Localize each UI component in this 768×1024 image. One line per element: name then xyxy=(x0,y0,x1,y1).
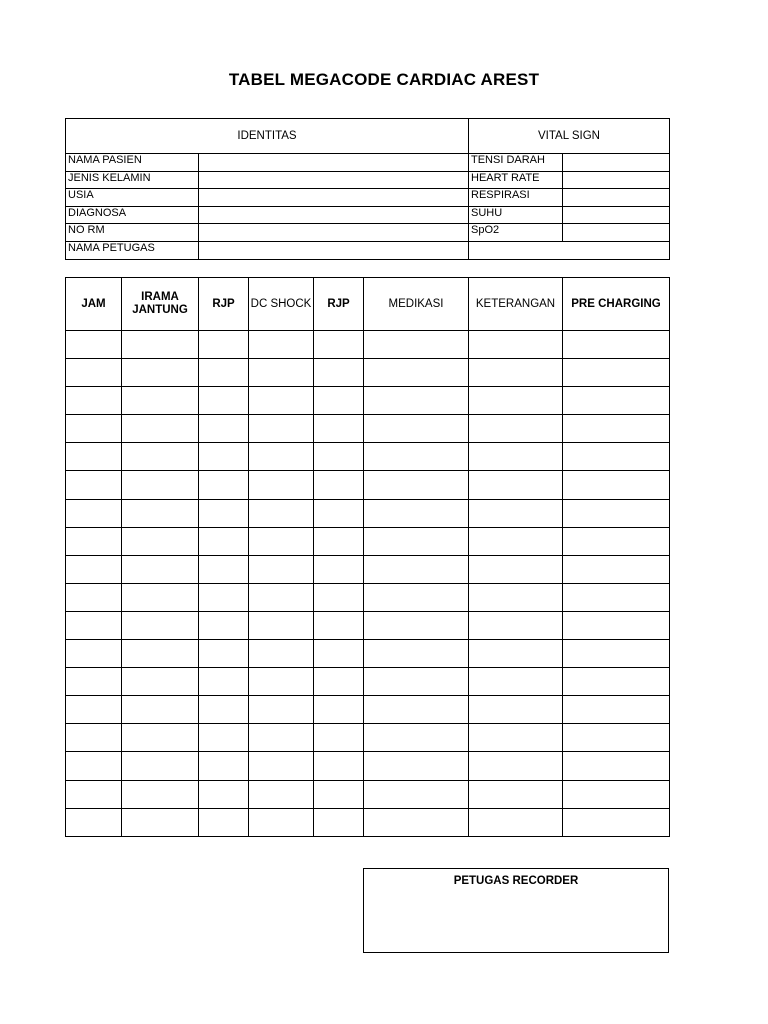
table-cell[interactable] xyxy=(314,331,364,359)
table-cell[interactable] xyxy=(122,640,199,668)
table-cell[interactable] xyxy=(122,555,199,583)
table-cell[interactable] xyxy=(122,359,199,387)
megacode-table xyxy=(65,277,670,837)
table-cell[interactable] xyxy=(199,471,249,499)
irama-jantung-label: IRAMA JANTUNG xyxy=(132,291,188,316)
table-cell[interactable] xyxy=(199,331,249,359)
table-cell[interactable] xyxy=(469,331,563,359)
table-cell[interactable] xyxy=(563,583,670,611)
table-row xyxy=(66,808,670,836)
table-cell[interactable] xyxy=(249,808,314,836)
table-row xyxy=(66,527,670,555)
megacode-body xyxy=(66,331,670,837)
table-cell[interactable] xyxy=(314,752,364,780)
table-cell[interactable] xyxy=(469,696,563,724)
table-cell[interactable] xyxy=(199,387,249,415)
table-cell[interactable] xyxy=(364,752,469,780)
table-cell[interactable] xyxy=(364,696,469,724)
table-row xyxy=(66,499,670,527)
table-cell[interactable] xyxy=(469,471,563,499)
table-cell[interactable] xyxy=(469,583,563,611)
table-cell[interactable] xyxy=(469,527,563,555)
table-cell[interactable] xyxy=(469,555,563,583)
table-cell[interactable] xyxy=(249,331,314,359)
table-cell[interactable] xyxy=(249,668,314,696)
table-cell[interactable] xyxy=(66,527,122,555)
table-cell[interactable] xyxy=(469,387,563,415)
recorder-box[interactable] xyxy=(363,868,669,953)
table-cell[interactable] xyxy=(469,780,563,808)
table-cell[interactable] xyxy=(249,583,314,611)
table-cell[interactable] xyxy=(314,443,364,471)
vital-value-cell[interactable] xyxy=(563,189,670,207)
table-cell[interactable] xyxy=(364,443,469,471)
table-cell[interactable] xyxy=(122,499,199,527)
table-cell[interactable] xyxy=(469,443,563,471)
table-cell[interactable] xyxy=(199,752,249,780)
page-title: TABEL MEGACODE CARDIAC AREST xyxy=(228,70,540,89)
table-cell[interactable] xyxy=(122,724,199,752)
table-row xyxy=(66,471,670,499)
table-cell[interactable] xyxy=(66,724,122,752)
table-cell[interactable] xyxy=(199,640,249,668)
table-cell[interactable] xyxy=(364,611,469,639)
table-cell[interactable] xyxy=(364,415,469,443)
table-cell[interactable] xyxy=(364,499,469,527)
table-cell[interactable] xyxy=(66,780,122,808)
vital-value-cell[interactable] xyxy=(563,224,670,242)
table-cell[interactable] xyxy=(563,808,670,836)
table-cell[interactable] xyxy=(249,415,314,443)
table-cell[interactable] xyxy=(122,415,199,443)
table-row xyxy=(66,640,670,668)
table-cell[interactable] xyxy=(66,611,122,639)
field-label: JENIS KELAMIN xyxy=(66,171,199,189)
vital-value-cell[interactable] xyxy=(563,206,670,224)
table-cell[interactable] xyxy=(563,331,670,359)
column-header-rjp-2: RJP xyxy=(314,278,364,331)
table-cell[interactable] xyxy=(122,387,199,415)
table-cell[interactable] xyxy=(563,443,670,471)
table-cell[interactable] xyxy=(249,724,314,752)
table-cell[interactable] xyxy=(364,527,469,555)
table-cell[interactable] xyxy=(249,780,314,808)
table-cell[interactable] xyxy=(66,668,122,696)
table-cell[interactable] xyxy=(314,471,364,499)
table-cell[interactable] xyxy=(563,415,670,443)
table-cell[interactable] xyxy=(314,359,364,387)
field-value-cell[interactable] xyxy=(199,171,469,189)
table-cell[interactable] xyxy=(563,387,670,415)
table-cell[interactable] xyxy=(122,527,199,555)
table-row xyxy=(66,668,670,696)
table-cell[interactable] xyxy=(563,611,670,639)
table-cell[interactable] xyxy=(66,359,122,387)
table-cell[interactable] xyxy=(364,808,469,836)
table-cell[interactable] xyxy=(66,387,122,415)
table-cell[interactable] xyxy=(364,780,469,808)
table-cell[interactable] xyxy=(199,359,249,387)
table-cell[interactable] xyxy=(563,696,670,724)
table-row xyxy=(66,387,670,415)
table-cell[interactable] xyxy=(249,555,314,583)
table-cell[interactable] xyxy=(314,499,364,527)
table-row xyxy=(66,724,670,752)
table-cell[interactable] xyxy=(199,724,249,752)
table-cell[interactable] xyxy=(66,331,122,359)
table-cell[interactable] xyxy=(249,696,314,724)
table-cell[interactable] xyxy=(314,640,364,668)
table-cell[interactable] xyxy=(66,415,122,443)
table-row xyxy=(66,752,670,780)
column-header-dc-shock: DC SHOCK xyxy=(249,278,314,331)
table-cell[interactable] xyxy=(249,359,314,387)
table-cell[interactable] xyxy=(364,724,469,752)
table-cell[interactable] xyxy=(122,696,199,724)
table-cell[interactable] xyxy=(199,696,249,724)
table-cell[interactable] xyxy=(122,331,199,359)
field-label: DIAGNOSA xyxy=(66,206,199,224)
table-cell[interactable] xyxy=(66,640,122,668)
table-cell[interactable] xyxy=(66,471,122,499)
table-cell[interactable] xyxy=(469,724,563,752)
table-cell[interactable] xyxy=(199,780,249,808)
table-cell[interactable] xyxy=(364,471,469,499)
table-cell[interactable] xyxy=(122,611,199,639)
column-header-medikasi: MEDIKASI xyxy=(364,278,469,331)
vital-label: RESPIRASI xyxy=(469,189,563,207)
table-cell[interactable] xyxy=(314,527,364,555)
table-cell[interactable] xyxy=(199,611,249,639)
table-cell[interactable] xyxy=(66,752,122,780)
table-cell[interactable] xyxy=(122,780,199,808)
table-cell[interactable] xyxy=(563,359,670,387)
table-cell[interactable] xyxy=(122,583,199,611)
table-cell[interactable] xyxy=(469,668,563,696)
table-cell[interactable] xyxy=(249,640,314,668)
table-cell[interactable] xyxy=(364,640,469,668)
table-cell[interactable] xyxy=(249,387,314,415)
table-row xyxy=(66,583,670,611)
table-cell[interactable] xyxy=(122,752,199,780)
table-cell[interactable] xyxy=(249,443,314,471)
table-cell[interactable] xyxy=(364,555,469,583)
field-value-cell[interactable] xyxy=(199,189,469,207)
vital-value-cell[interactable] xyxy=(563,171,670,189)
table-cell[interactable] xyxy=(66,555,122,583)
column-header-jam: JAM xyxy=(66,278,122,331)
megacode-header-row xyxy=(66,278,670,331)
table-cell[interactable] xyxy=(563,527,670,555)
identity-header: IDENTITAS xyxy=(66,119,469,154)
vital-label: HEART RATE xyxy=(469,171,563,189)
table-row xyxy=(66,555,670,583)
table-cell[interactable] xyxy=(563,668,670,696)
table-cell[interactable] xyxy=(469,611,563,639)
vital-label: SpO2 xyxy=(469,224,563,242)
table-cell[interactable] xyxy=(122,443,199,471)
table-cell[interactable] xyxy=(314,611,364,639)
vital-sign-header: VITAL SIGN xyxy=(469,119,670,154)
field-label: NAMA PASIEN xyxy=(66,154,199,172)
table-cell[interactable] xyxy=(249,471,314,499)
field-label: NAMA PETUGAS xyxy=(66,241,199,259)
table-cell[interactable] xyxy=(364,387,469,415)
table-cell[interactable] xyxy=(314,808,364,836)
table-cell[interactable] xyxy=(469,499,563,527)
table-cell[interactable] xyxy=(199,415,249,443)
table-cell[interactable] xyxy=(563,499,670,527)
table-cell[interactable] xyxy=(249,527,314,555)
column-header-irama-jantung xyxy=(122,278,199,331)
table-cell[interactable] xyxy=(199,499,249,527)
column-header-keterangan: KETERANGAN xyxy=(469,278,563,331)
table-cell[interactable] xyxy=(66,499,122,527)
table-cell[interactable] xyxy=(314,668,364,696)
vital-value-cell[interactable] xyxy=(563,154,670,172)
field-label: NO RM xyxy=(66,224,199,242)
column-header-pre-charging: PRE CHARGING xyxy=(563,278,670,331)
identity-table xyxy=(65,118,670,260)
table-cell[interactable] xyxy=(314,387,364,415)
column-header-rjp: RJP xyxy=(199,278,249,331)
vital-empty-cell[interactable] xyxy=(469,241,670,259)
table-cell[interactable] xyxy=(314,780,364,808)
table-cell[interactable] xyxy=(199,668,249,696)
table-cell[interactable] xyxy=(199,583,249,611)
table-cell[interactable] xyxy=(469,415,563,443)
table-cell[interactable] xyxy=(249,752,314,780)
table-cell[interactable] xyxy=(66,443,122,471)
table-cell[interactable] xyxy=(314,555,364,583)
field-label: USIA xyxy=(66,189,199,207)
table-cell[interactable] xyxy=(469,640,563,668)
table-cell[interactable] xyxy=(199,555,249,583)
table-cell[interactable] xyxy=(66,696,122,724)
table-cell[interactable] xyxy=(364,583,469,611)
table-cell[interactable] xyxy=(66,583,122,611)
table-cell[interactable] xyxy=(122,808,199,836)
table-cell[interactable] xyxy=(122,668,199,696)
table-cell[interactable] xyxy=(563,780,670,808)
table-cell[interactable] xyxy=(199,527,249,555)
vital-label: TENSI DARAH xyxy=(469,154,563,172)
table-cell[interactable] xyxy=(314,415,364,443)
field-value-cell[interactable] xyxy=(199,154,469,172)
table-row xyxy=(66,780,670,808)
table-cell[interactable] xyxy=(314,583,364,611)
field-value-cell[interactable] xyxy=(199,241,469,259)
table-row xyxy=(66,443,670,471)
table-cell[interactable] xyxy=(364,359,469,387)
table-cell[interactable] xyxy=(469,359,563,387)
table-cell[interactable] xyxy=(563,471,670,499)
table-cell[interactable] xyxy=(563,724,670,752)
table-cell[interactable] xyxy=(469,752,563,780)
field-value-cell[interactable] xyxy=(199,206,469,224)
table-cell[interactable] xyxy=(199,808,249,836)
table-cell[interactable] xyxy=(563,555,670,583)
table-cell[interactable] xyxy=(563,640,670,668)
table-cell[interactable] xyxy=(314,696,364,724)
table-cell[interactable] xyxy=(249,611,314,639)
table-cell[interactable] xyxy=(314,724,364,752)
field-value-cell[interactable] xyxy=(199,224,469,242)
table-row xyxy=(66,415,670,443)
vital-label: SUHU xyxy=(469,206,563,224)
table-row xyxy=(66,696,670,724)
table-cell[interactable] xyxy=(364,668,469,696)
table-cell[interactable] xyxy=(364,331,469,359)
table-cell[interactable] xyxy=(563,752,670,780)
table-cell[interactable] xyxy=(469,808,563,836)
table-cell[interactable] xyxy=(249,499,314,527)
table-row xyxy=(66,359,670,387)
table-cell[interactable] xyxy=(66,808,122,836)
table-row xyxy=(66,331,670,359)
table-cell[interactable] xyxy=(122,471,199,499)
table-row xyxy=(66,611,670,639)
table-cell[interactable] xyxy=(199,443,249,471)
recorder-label: PETUGAS RECORDER xyxy=(453,875,579,887)
